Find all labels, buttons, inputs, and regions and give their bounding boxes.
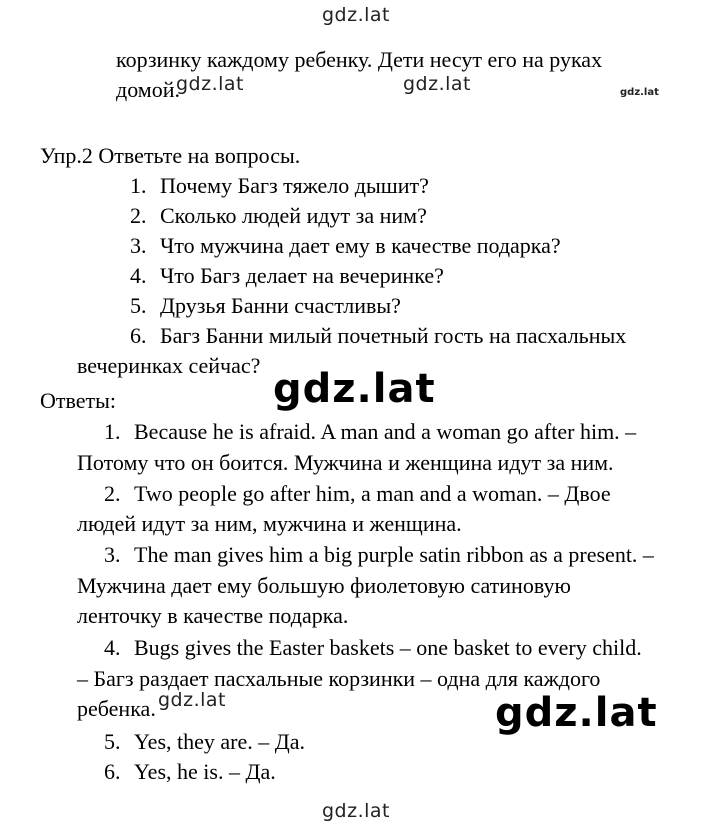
answer-item: 3. The man gives him a big purple satin ribbon as a present. – xyxy=(104,542,654,567)
question-continuation: вечеринках сейчас? xyxy=(77,353,261,378)
question-item: 2. Сколько людей идут за ним? xyxy=(130,203,427,228)
question-item: 6. Багз Банни милый почетный гость на пасхальных xyxy=(130,323,627,348)
answer-item: 2. Two people go after him, a man and a woman. – Двое xyxy=(104,481,611,506)
question-item: 1. Почему Багз тяжело дышит? xyxy=(130,173,429,198)
intro-line-1: корзинку каждому ребенку. Дети несут его на руках xyxy=(116,47,603,72)
watermark: gdz.lat xyxy=(403,73,472,95)
question-item: 3. Что мужчина дает ему в качестве подарка? xyxy=(130,233,561,258)
watermark: gdz.lat xyxy=(495,690,658,736)
answer-continuation: ленточку в качестве подарка. xyxy=(77,603,349,628)
answer-item: 5. Yes, they are. – Да. xyxy=(104,729,306,754)
answer-continuation: ребенка. xyxy=(77,696,156,721)
watermark: gdz.lat xyxy=(322,800,391,822)
exercise-title: Упр.2 Ответьте на вопросы. xyxy=(40,143,301,168)
answer-continuation: Мужчина дает ему большую фиолетовую сатиновую xyxy=(77,573,571,598)
answer-continuation: – Багз раздает пасхальные корзинки – одна для каждого xyxy=(77,666,601,691)
question-item: 5. Друзья Банни счастливы? xyxy=(130,293,401,318)
watermark: gdz.lat xyxy=(322,4,391,26)
watermark: gdz.lat xyxy=(620,87,659,98)
answer-item: 1. Because he is afraid. A man and a woman go after him. – xyxy=(104,419,637,444)
answer-item: 4. Bugs gives the Easter baskets – one basket to every child. xyxy=(104,635,642,660)
watermark: gdz.lat xyxy=(176,73,245,95)
answer-continuation: Потому что он боится. Мужчина и женщина идут за ним. xyxy=(77,450,614,475)
intro-line-2: домой. xyxy=(116,77,180,102)
watermark: gdz.lat xyxy=(158,689,227,711)
answer-continuation: людей идут за ним, мужчина и женщина. xyxy=(77,511,462,536)
question-item: 4. Что Багз делает на вечеринке? xyxy=(130,263,444,288)
answers-title: Ответы: xyxy=(40,388,117,413)
answer-item: 6. Yes, he is. – Да. xyxy=(104,759,276,784)
watermark: gdz.lat xyxy=(273,366,436,412)
